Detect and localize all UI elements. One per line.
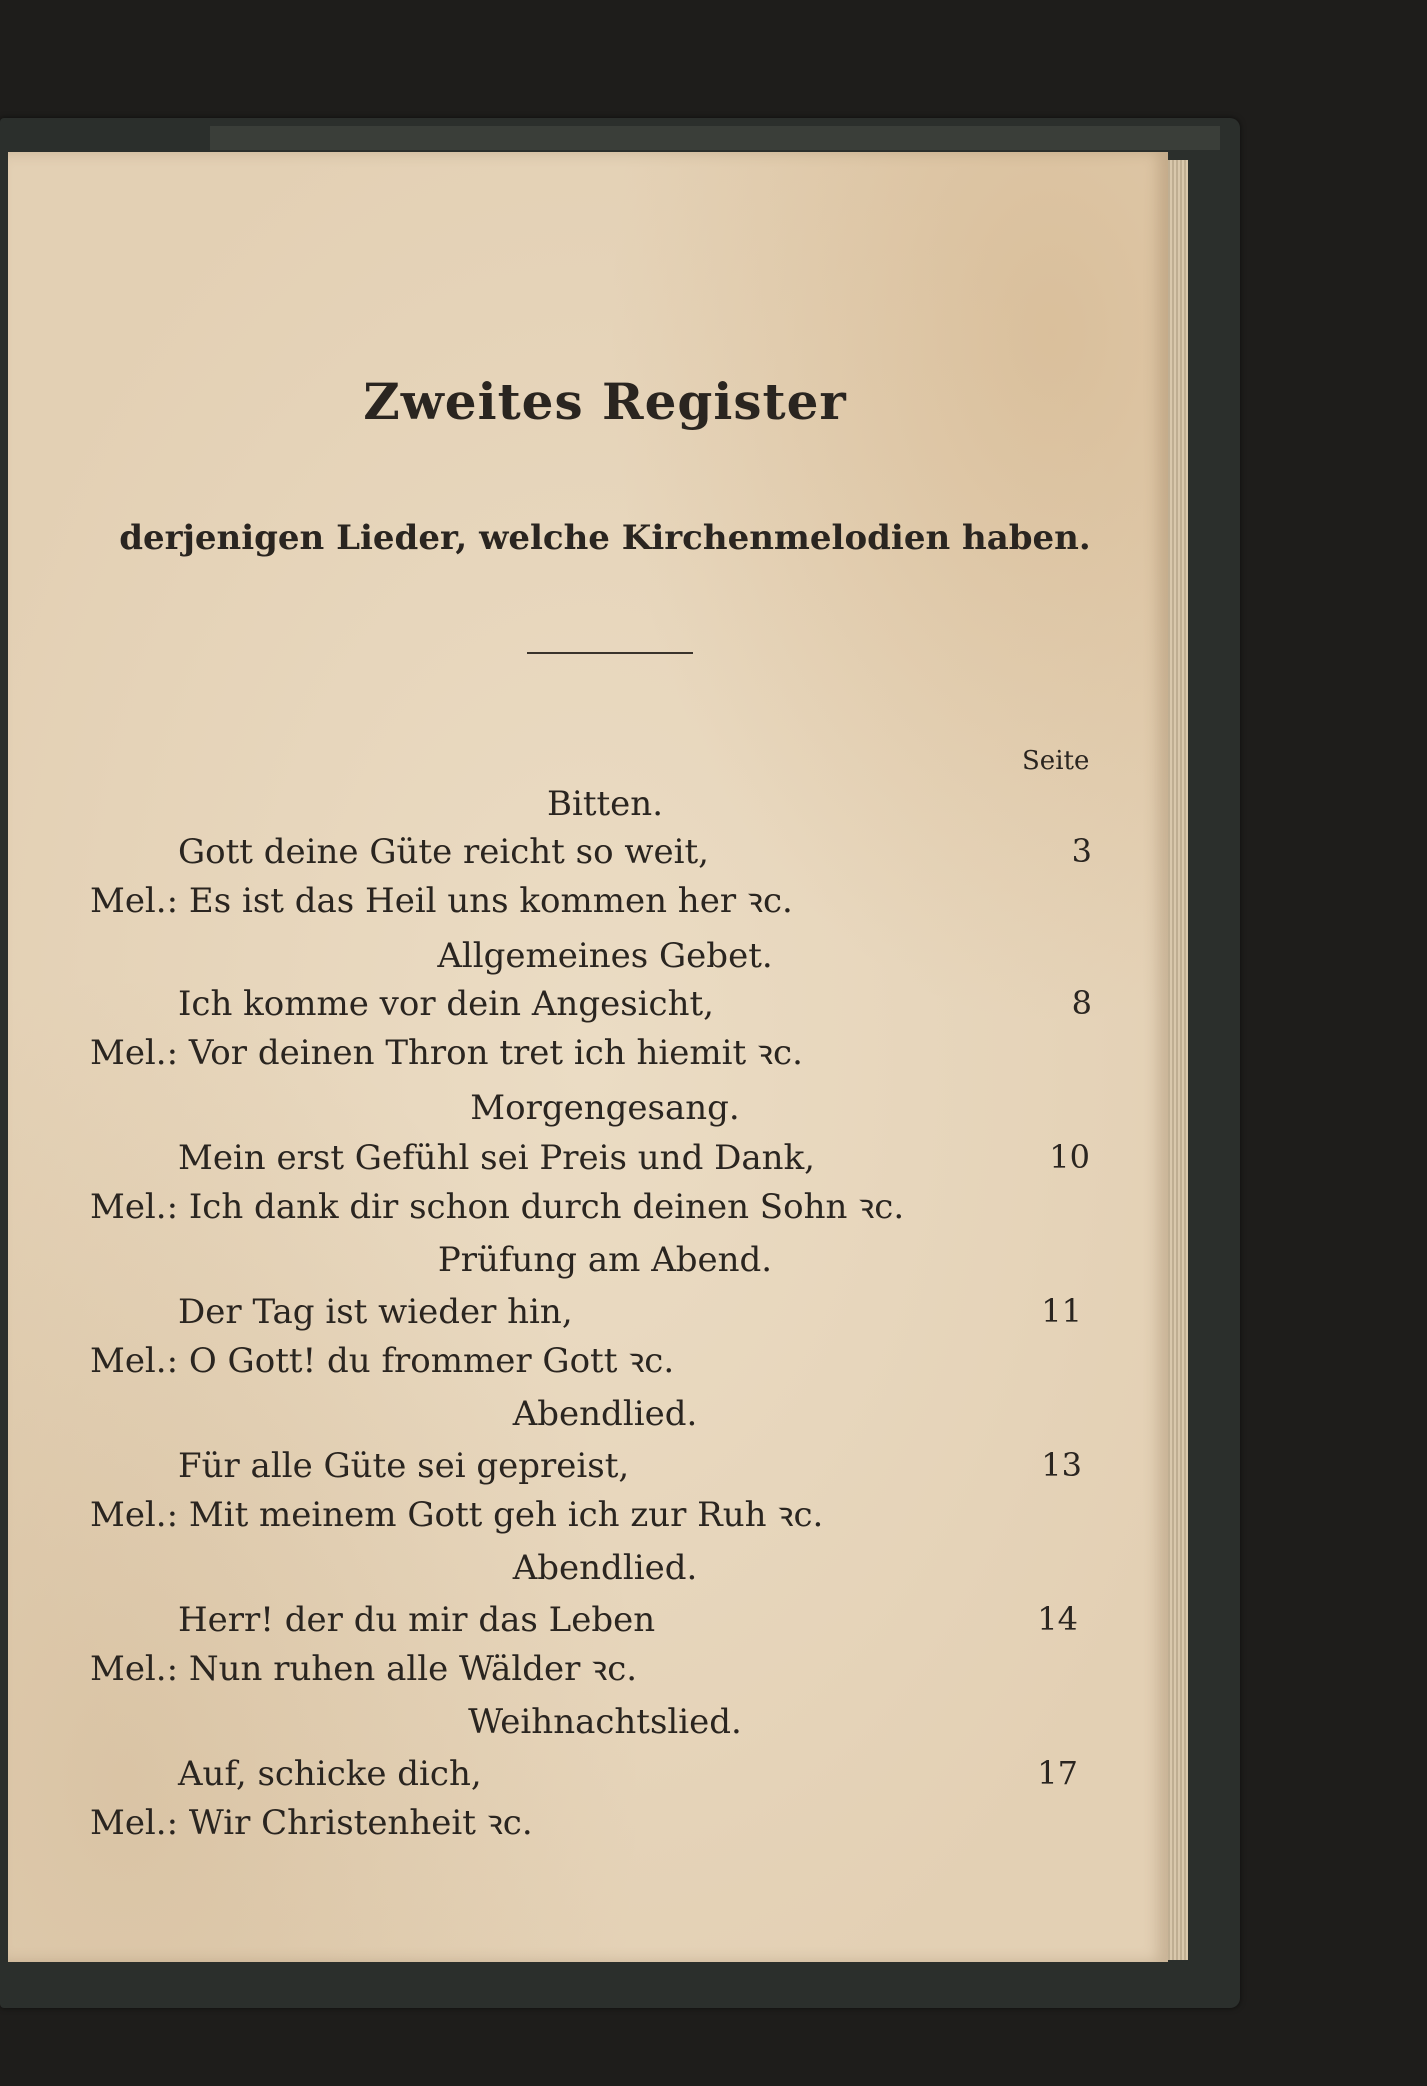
entry-page-number: 10 [1049, 1138, 1090, 1176]
entry-heading: Weihnachtslied. [468, 1702, 742, 1742]
entry-page-number: 3 [1071, 832, 1092, 870]
entry-melody: Mel.: Nun ruhen alle Wälder ꝛc. [90, 1649, 638, 1689]
cover-spine-strip [210, 126, 1220, 150]
entry-first-line: Auf, schicke dich, [178, 1754, 482, 1794]
entry-page-number: 14 [1037, 1600, 1078, 1638]
page-title: Zweites Register [363, 372, 847, 431]
title-divider [527, 652, 693, 654]
entry-first-line: Gott deine Güte reicht so weit, [178, 832, 709, 872]
entry-heading: Bitten. [546, 784, 663, 824]
entry-melody: Mel.: Vor deinen Thron tret ich hiemit ꝛc. [90, 1033, 803, 1073]
entry-heading: Allgemeines Gebet. [437, 936, 773, 976]
entry-first-line: Mein erst Gefühl sei Preis und Dank, [178, 1138, 815, 1178]
entry-first-line: Ich komme vor dein Angesicht, [178, 984, 714, 1024]
entry-melody: Mel.: Wir Christenheit ꝛc. [90, 1803, 533, 1843]
entry-melody: Mel.: Ich dank dir schon durch deinen Sohn ꝛc. [90, 1187, 905, 1227]
entry-heading: Abendlied. [512, 1548, 698, 1588]
page-subtitle: derjenigen Lieder, welche Kirchenmelodien haben. [119, 518, 1091, 558]
entry-melody: Mel.: Es ist das Heil uns kommen her ꝛc. [90, 881, 793, 921]
entry-page-number: 13 [1041, 1446, 1082, 1484]
entry-page-number: 11 [1041, 1292, 1082, 1330]
entry-heading: Morgengesang. [470, 1088, 740, 1128]
entry-melody: Mel.: Mit meinem Gott geh ich zur Ruh ꝛc. [90, 1495, 824, 1535]
entry-first-line: Der Tag ist wieder hin, [178, 1292, 573, 1332]
entry-page-number: 8 [1071, 984, 1092, 1022]
entry-first-line: Herr! der du mir das Leben [178, 1600, 656, 1640]
entry-heading: Prüfung am Abend. [437, 1240, 773, 1280]
entry-first-line: Für alle Güte sei gepreist, [178, 1446, 630, 1486]
entry-melody: Mel.: O Gott! du frommer Gott ꝛc. [90, 1341, 675, 1381]
page-column-label: Seite [1022, 746, 1090, 776]
entry-page-number: 17 [1037, 1754, 1078, 1792]
entry-heading: Abendlied. [512, 1394, 698, 1434]
